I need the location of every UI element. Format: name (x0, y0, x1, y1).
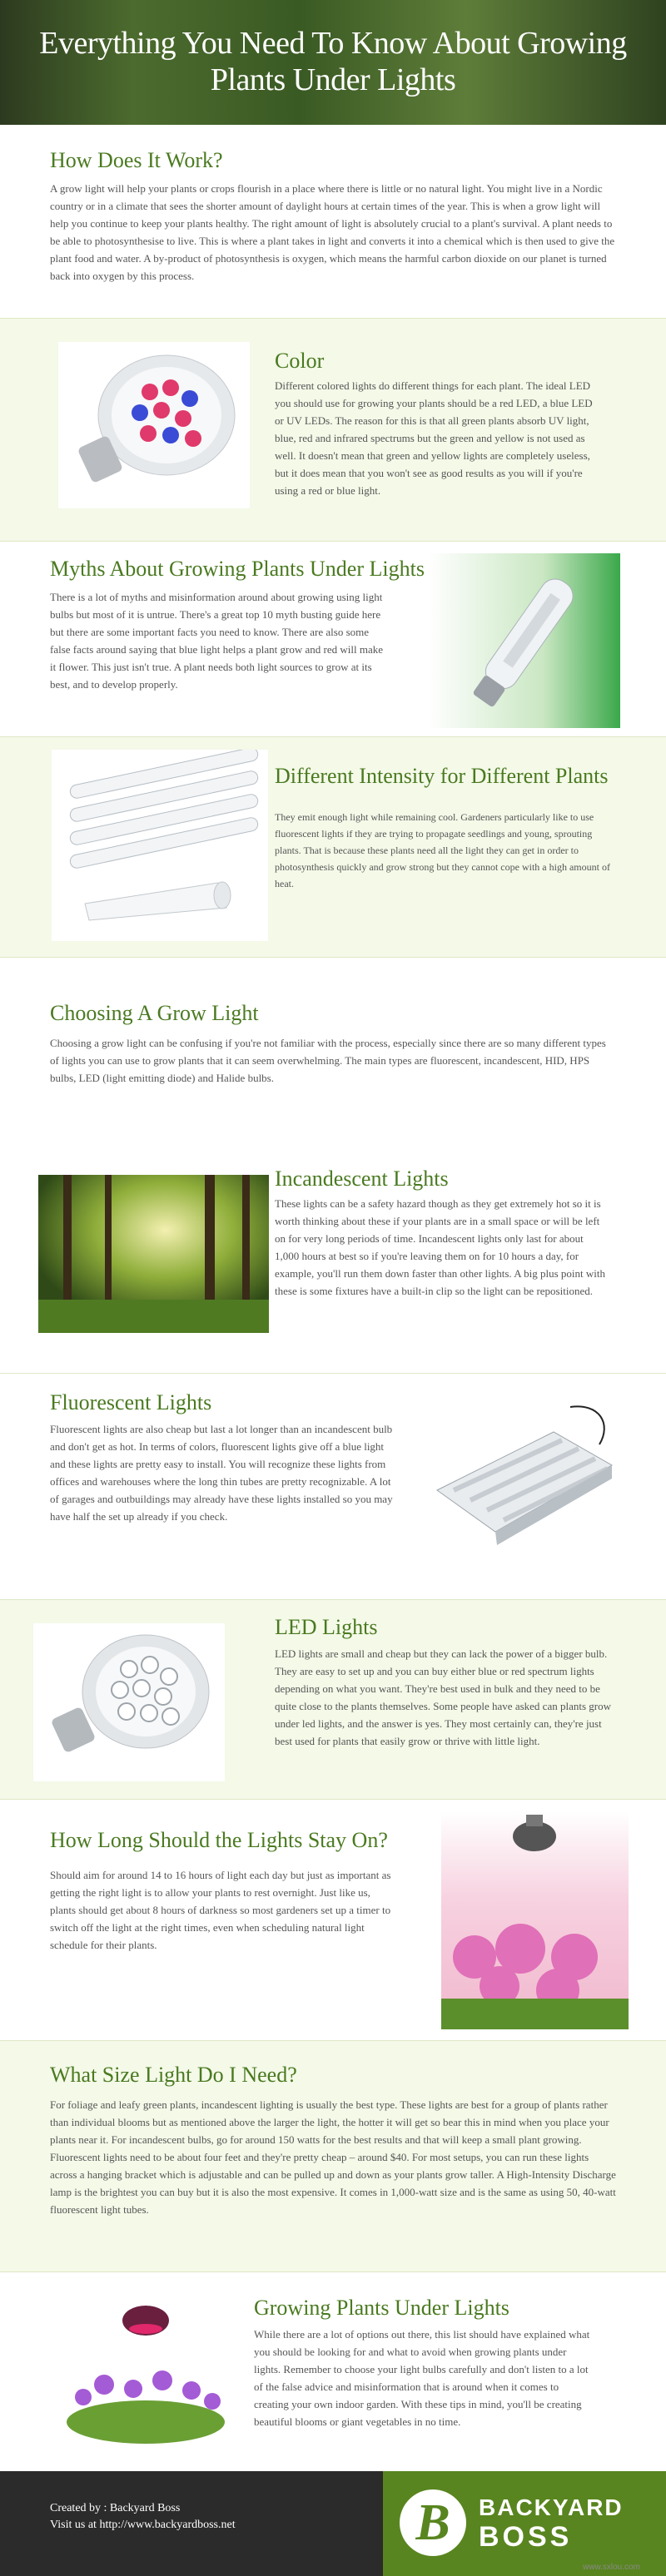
section-text: For foliage and leafy green plants, incandescent lighting is usually the best type. These lights are best for a group of plants rather than individual blooms but as mentioned above the larger the light, the hotter it will get so bear this in mind when you place your plants near it. For incandescent bulbs, go for around 150 watts for the best results and that will keep a small plant growing. Fluorescent lights need to be about four feet and they're pretty cheap – around $40. For most setups, you can run these lights across a hanging bracket which is adjustable and can be pulled up and down as your plants grow taller. A High-Intensity Discharge lamp is the brightest you can buy but it is also the most expensive. It comes in 1,000-watt size and is the same as using 50, 40-watt fluorescent light tubes. (50, 2098, 616, 2216)
section-how-it-works (0, 125, 666, 318)
page-title: Everything You Need To Know About Growing Plants Under Lights (39, 26, 627, 97)
section-heading: Different Intensity for Different Plants (275, 764, 609, 788)
header-banner (0, 0, 666, 125)
section-heading: How Does It Work? (50, 148, 223, 172)
purple-flowers-lamp-image (58, 2297, 233, 2447)
section-heading: LED Lights (275, 1615, 378, 1639)
section-heading: Growing Plants Under Lights (254, 2296, 509, 2320)
section-text: These lights can be a safety hazard though as they get extremely hot so it is worth thinking about these if your plants are in a small space or will be left on for very long periods of time. Incandescent lights only last for about 1,000 hours at best so if you're leaving them on for 10 hours a day, for example, you'll run them down faster than other lights. A big plus point with these is some fixtures have a built-in clip so the light can be repositioned. (275, 1197, 605, 1297)
section-choosing (0, 957, 666, 1149)
white-led-bulb-image (33, 1623, 225, 1781)
section-heading: How Long Should the Lights Stay On? (50, 1828, 388, 1852)
section-color (0, 318, 666, 542)
section-text: Should aim for around 14 to 16 hours of light each day but just as important as getting the right light is to allow your plants to rest overnight. Just like us, plants should get about 8 hours of darkness so most gardeners set up a timer to switch off the light at the right times, even when scheduling natural light schedule for their plants. (50, 1869, 391, 1951)
section-heading: Fluorescent Lights (50, 1390, 212, 1414)
section-text: While there are a lot of options out there, this list should have explained what you should be looking for and what to avoid when growing plants under lights. Remember to choose your light bulbs carefully and don't listen to a lot of the false advice and misinformation that is around when it comes to creating your own indoor garden. With these tips in mind, you'll be creating beautiful blooms or giant vegetables in no time. (254, 2328, 590, 2428)
section-myths (0, 541, 666, 737)
fluorescent-fixture-image (420, 1399, 624, 1569)
logo-text-boss: BOSS (479, 2521, 573, 2553)
forest-light-image (38, 1175, 269, 1333)
section-heading: Incandescent Lights (275, 1167, 449, 1191)
section-text: Fluorescent lights are also cheap but last a lot longer than an incandescent bulb and don't get as hot. In terms of colors, fluorescent lights give off a blue light and these lights are pretty easy to install. You will recognize these lights from offices and warehouses where the long thin tubes are pretty recognizable. A lot of garages and outbuildings may already have these lights installed so you may have half the set up already if you check. (50, 1423, 393, 1523)
section-heading: Choosing A Grow Light (50, 1001, 259, 1025)
section-how-long (0, 1799, 666, 2041)
hydrangea-grow-light-image (441, 1811, 629, 2029)
created-by-text: Created by : Backyard Boss (50, 2502, 181, 2514)
metal-halide-bulb-image (429, 553, 620, 728)
logo-text-backyard: BACKYARD (479, 2494, 624, 2520)
section-growing (0, 2271, 666, 2472)
led-bulb-image (58, 342, 250, 508)
section-led (0, 1599, 666, 1800)
section-heading: What Size Light Do I Need? (50, 2063, 297, 2087)
section-heading: Myths About Growing Plants Under Lights (50, 557, 425, 581)
fluorescent-tubes-image (52, 750, 268, 941)
section-text: Choosing a grow light can be confusing if you're not familiar with the process, especially since there are so many different types of lights you can use to grow plants that it can seem overwhelming. The main types are fluorescent, incandescent, HID, HPS bulbs, LED (light emitting diode) and Halide bulbs. (50, 1037, 606, 1084)
section-intensity (0, 736, 666, 958)
section-size (0, 2040, 666, 2272)
watermark-text: www.sxlou.com (583, 2563, 640, 2572)
visit-link[interactable]: Visit us at http://www.backyardboss.net (50, 2519, 236, 2531)
logo-letter: B (415, 2494, 450, 2551)
section-text: They emit enough light while remaining cool. Gardeners particularly like to use fluorescent lights if they are trying to propagate seedlings and young, sprouting plants. That is because these plants need all the light they can get in order to photosynthesis quickly and grow strong but they cannot cope with a high amount of heat. (275, 811, 610, 889)
section-text: A grow light will help your plants or crops flourish in a place where there is little or no natural light. You might live in a Nordic country or in a climate that sees the shorter amount of daylight hours at certain times of the year. This is when a grow light will help you continue to keep your plants healthy. The right amount of light is absolutely crucial to a plant's survival. A plant needs to be able to photosynthesise to live. This is where a plant takes in light and converts it into a chemical which is then used to give the plant food and water. A by-product of photosynthesis is oxygen, which means the harmful carbon dioxide on our planet is turned back into oxygen by this process. (50, 182, 615, 282)
section-incandescent (0, 1148, 666, 1373)
section-text: LED lights are small and cheap but they can lack the power of a bigger bulb. They are easy to set up and you can buy either blue or red spectrum lights depending on what you want. They're best used in bulk and they need to be quite close to the plants themselves. Some people have asked can plants grow under led lights, and the answer is yes. They most certainly can, they're just best used for plants that easily grow or thrive with little light. (275, 1647, 611, 1747)
section-fluorescent (0, 1373, 666, 1600)
section-text: Different colored lights do different things for each plant. The ideal LED you should use for growing your plants should be a red LED, a blue LED or UV LEDs. The reason for this is that all green plants absorb UV light, blue, red and infrared spectrums but the green and yellow is not used as well. It doesn't mean that green and yellow lights are completely useless, but it does mean that you won't see as good results as you will if you're using a red or blue light. (275, 379, 593, 497)
section-text: There is a lot of myths and misinformation around about growing using light bulbs but most of it is untrue. There's a great top 10 myth busting guide here but there are some important facts you need to know. There are also some false facts around saying that blue light helps a plant grow and red will make it flower. This just isn't true. A plant needs both light sources to grow at its best, and to develop properly. (50, 591, 383, 691)
section-heading: Color (275, 349, 325, 373)
